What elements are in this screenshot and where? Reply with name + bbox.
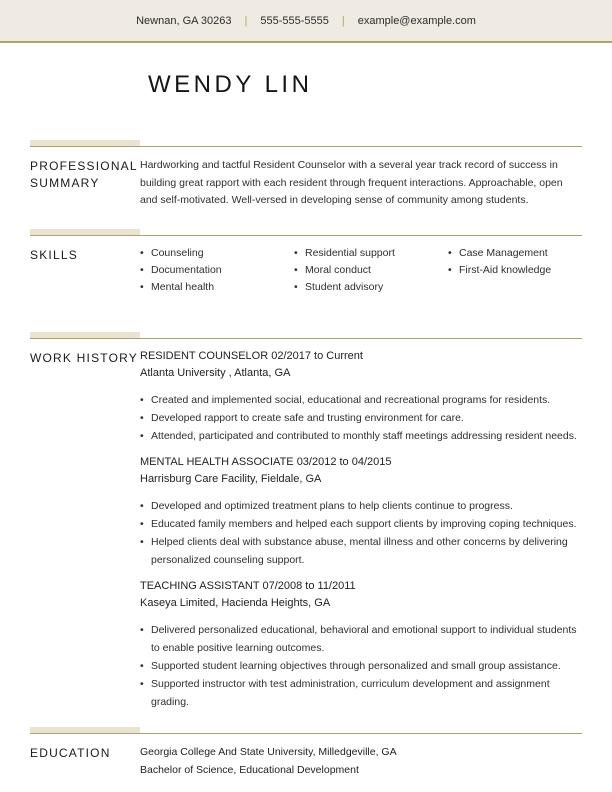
job-bullets — [140, 621, 582, 711]
divider-accent-bar — [30, 727, 140, 733]
separator-pipe: | — [244, 14, 248, 27]
job-dates: 02/2017 to Current — [271, 349, 363, 362]
job-bullet-text: Helped clients deal with substance abuse, mental illness and other concerns by delivering personalized counseling support. — [151, 535, 568, 566]
job-bullet — [140, 391, 582, 409]
skills-column — [294, 245, 448, 296]
skill-item-text: Documentation — [151, 263, 222, 276]
job-employer: Harrisburg Care Facility, Fieldale, GA — [140, 472, 322, 485]
bullet-icon: • — [140, 263, 144, 276]
skill-item — [294, 262, 448, 279]
skill-item — [140, 262, 294, 279]
job-bullet — [140, 657, 582, 675]
bullet-icon: • — [140, 280, 144, 293]
divider-accent-bar — [30, 332, 140, 338]
summary-body — [140, 156, 582, 210]
skill-item — [448, 245, 582, 262]
skill-item-text: Student advisory — [305, 280, 384, 293]
skill-item — [140, 279, 294, 296]
job-bullets — [140, 497, 582, 569]
bullet-icon: • — [140, 393, 144, 406]
section-divider — [30, 140, 582, 147]
job-dates: 07/2008 to 11/2011 — [262, 579, 356, 592]
separator-pipe: | — [341, 14, 345, 27]
skill-item-text: Moral conduct — [305, 263, 371, 276]
job-bullet — [140, 675, 582, 711]
divider-accent-bar — [30, 140, 140, 146]
section-label-skills: SKILLS — [30, 247, 78, 262]
bullet-icon: • — [448, 263, 452, 276]
job-bullet — [140, 533, 582, 569]
bullet-icon: • — [140, 246, 144, 259]
job-bullet-text: Supported instructor with test administration, curriculum development and assignment grading. — [151, 677, 550, 708]
section-professional-summary — [0, 147, 612, 229]
bullet-icon: • — [140, 659, 144, 672]
job-bullet-text: Supported student learning objectives through personalized and small group assistance. — [151, 659, 561, 672]
job-title-line — [140, 454, 582, 470]
job-employer: Kaseya Limited, Hacienda Heights, GA — [140, 596, 331, 609]
contact-phone: 555-555-5555 — [260, 14, 329, 27]
contact-bar — [0, 0, 612, 43]
job-bullet-text: Created and implemented social, educational and recreational programs for residents. — [151, 393, 551, 406]
skill-item — [448, 262, 582, 279]
job-bullet-text: Attended, participated and contributed to monthly staff meetings addressing resident needs. — [151, 429, 577, 442]
section-label-education: EDUCATION — [30, 745, 111, 760]
skill-item-text: Counseling — [151, 246, 204, 259]
job-bullet — [140, 515, 582, 533]
job-title: RESIDENT COUNSELOR — [140, 349, 269, 362]
bullet-icon: • — [140, 411, 144, 424]
contact-email: example@example.com — [357, 14, 476, 27]
job-dates: 03/2012 to 04/2015 — [296, 455, 392, 468]
skill-item — [140, 245, 294, 262]
job-title: TEACHING ASSISTANT — [140, 579, 260, 592]
candidate-name: WENDY LIN — [148, 71, 313, 98]
bullet-icon: • — [140, 429, 144, 442]
bullet-icon: • — [448, 246, 452, 259]
divider-accent-bar — [30, 229, 140, 235]
bullet-icon: • — [140, 499, 144, 512]
job-employer: Atlanta University , Atlanta, GA — [140, 366, 291, 379]
bullet-icon: • — [140, 535, 144, 548]
bullet-icon: • — [140, 623, 144, 636]
section-divider — [30, 332, 582, 339]
bullet-icon: • — [294, 246, 298, 259]
section-work-history — [0, 339, 612, 727]
skills-column — [140, 245, 294, 296]
section-divider — [30, 229, 582, 236]
section-label-summary: PROFESSIONAL SUMMARY — [30, 159, 138, 190]
skill-item-text: First-Aid knowledge — [459, 263, 552, 276]
bullet-icon: • — [140, 517, 144, 530]
skills-column — [448, 245, 582, 296]
skill-item-text: Mental health — [151, 280, 215, 293]
job-bullet — [140, 497, 582, 515]
skill-item — [294, 279, 448, 296]
job-bullet — [140, 427, 582, 445]
contact-location: Newnan, GA 30263 — [136, 14, 232, 27]
skill-item — [294, 245, 448, 262]
jobs-list — [140, 348, 582, 711]
job-title: MENTAL HEALTH ASSOCIATE — [140, 455, 294, 468]
education-degree: Bachelor of Science, Educational Development — [140, 763, 359, 776]
section-divider — [30, 727, 582, 734]
job-bullets — [140, 391, 582, 445]
summary-text: Hardworking and tactful Resident Counselor with a several year track record of success in building great rapport with each resident through frequent interactions. Approachable, open and self-motivated. Well-versed in developing sense of community among students. — [140, 159, 563, 206]
section-education — [0, 734, 612, 779]
skill-item-text: Case Management — [459, 246, 548, 259]
job-title-line — [140, 578, 582, 594]
job-title-line — [140, 348, 582, 364]
skill-item-text: Residential support — [305, 246, 395, 259]
job-bullet — [140, 621, 582, 657]
job-bullet-text: Educated family members and helped each support clients by improving coping techniques. — [151, 517, 577, 530]
job-bullet — [140, 409, 582, 427]
bullet-icon: • — [294, 280, 298, 293]
job-bullet-text: Developed rapport to create safe and trusting environment for care. — [151, 411, 464, 424]
job-entry — [140, 348, 582, 445]
education-school: Georgia College And State University, Milledgeville, GA — [140, 745, 397, 758]
skills-list — [140, 245, 582, 296]
job-entry — [140, 578, 582, 711]
section-label-work: WORK HISTORY — [30, 350, 138, 365]
education-body — [140, 743, 582, 779]
job-bullet-text: Delivered personalized educational, behavioral and emotional support to individual students to enable positive learning outcomes. — [151, 623, 577, 654]
job-entry — [140, 454, 582, 569]
bullet-icon: • — [294, 263, 298, 276]
section-skills — [0, 236, 612, 332]
job-bullet-text: Developed and optimized treatment plans to help clients continue to progress. — [151, 499, 513, 512]
bullet-icon: • — [140, 677, 144, 690]
